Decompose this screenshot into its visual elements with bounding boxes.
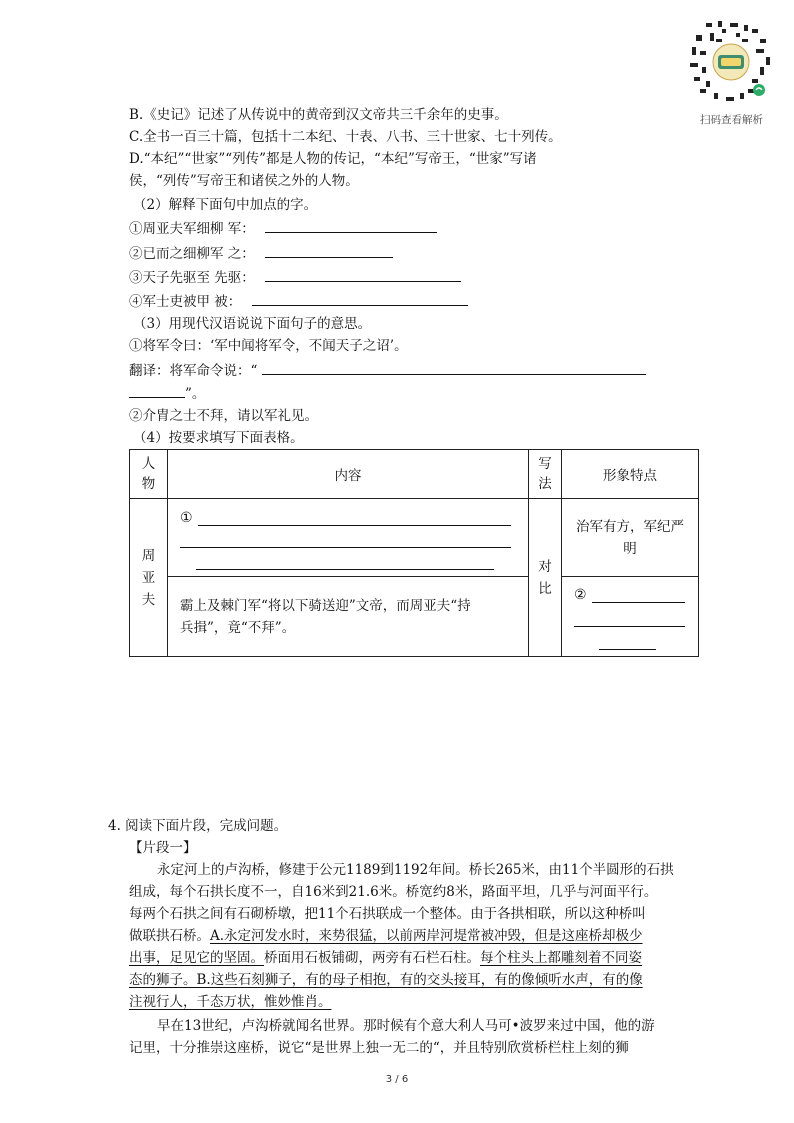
explain-1-text: ①周亚夫军细柳 军： <box>129 221 255 237</box>
subquestion-4: （4）按要求填写下面表格。 <box>133 430 304 446</box>
explain-4-text: ④军士吏被甲 被： <box>129 294 242 310</box>
option-c: C.全书一百三十篇，包括十二本纪、十表、八书、三十世家、七十列传。 <box>129 129 562 145</box>
blank-marker-2: ② <box>574 587 587 603</box>
p1-line6 <box>129 969 643 991</box>
sentence-2: ②介胄之士不拜，请以军礼见。 <box>129 408 318 424</box>
sentence-a-part2: 出事，足见它的坚固。 <box>129 950 264 966</box>
translate-line <box>129 360 646 382</box>
sentence-pillar-part1: 每个柱头上都雕刻着不同姿 <box>480 950 642 966</box>
trait-blank-line-2[interactable] <box>574 626 685 627</box>
explain-3 <box>129 267 461 289</box>
p1-line2: 组成，每个石拱长度不一，自16米到21.6米。桥宽约8米，路面平坦，几乎与河面平行。 <box>129 884 658 900</box>
p1-line4 <box>129 925 643 947</box>
header-method: 写法 <box>529 450 562 499</box>
explain-2-text: ②已而之细柳军 之： <box>129 246 255 262</box>
explain-2-blank[interactable] <box>265 243 393 258</box>
translate-blank-1[interactable] <box>262 360 646 375</box>
p1-line5 <box>129 947 642 969</box>
page-number: 3 / 6 <box>385 1074 409 1085</box>
person-cell: 周亚夫 <box>130 499 168 657</box>
trait-1-line2: 明 <box>623 540 637 557</box>
method-cell: 对比 <box>529 499 562 657</box>
translate-line-2 <box>129 383 205 405</box>
p2-line1: 早在13世纪，卢沟桥就闻名世界。那时候有个意大利人马可•波罗来过中国，他的游 <box>157 1018 655 1034</box>
option-d-line2: 侯，“列传”写帝王和诸侯之外的人物。 <box>129 173 359 189</box>
explain-3-blank[interactable] <box>265 267 461 282</box>
explain-4 <box>129 291 468 313</box>
trait-2-cell <box>562 577 699 657</box>
content-2-line2: 兵揖”，竟“不拜”。 <box>180 619 296 636</box>
content-blank-line-2[interactable] <box>180 547 511 548</box>
translate-end: ”。 <box>185 386 206 402</box>
sentence-pillar-part2: 态的狮子。 <box>129 972 197 988</box>
sentence-b-part1: B.这些石刻狮子，有的母子相抱，有的交头接耳，有的像倾听水声，有的像 <box>196 972 643 988</box>
header-trait: 形象特点 <box>562 450 699 499</box>
trait-1-line1: 治军有方，军纪严 <box>576 518 684 535</box>
content-blank-line-1[interactable] <box>198 525 511 526</box>
option-d-line1: D.“本纪”“世家”“列传”都是人物的传记，“本纪”写帝王，“世家”写诸 <box>129 151 537 167</box>
explain-2 <box>129 243 393 265</box>
p1-line1: 永定河上的卢沟桥，修建于公元1189到1192年间。桥长265米，由11个半圆形的石拱 <box>157 862 674 878</box>
trait-blank-line-1[interactable] <box>592 602 685 603</box>
trait-blank-line-3[interactable] <box>599 649 656 650</box>
qr-caption: 扫码查看解析 <box>700 114 763 126</box>
explain-3-text: ③天子先驱至 先驱： <box>129 270 255 286</box>
translate-label: 翻译：将军命令说：“ <box>129 363 258 379</box>
answer-table <box>129 449 699 657</box>
blank-marker-1: ① <box>180 510 193 526</box>
explain-4-blank[interactable] <box>252 291 468 306</box>
p2-line2: 记里，十分推崇这座桥，说它“是世界上独一无二的“，并且特别欣赏桥栏柱上刻的狮 <box>129 1040 629 1056</box>
content-2-line1: 霸上及棘门军“将以下骑送迎”文帝，而周亚夫“持 <box>180 597 471 614</box>
explain-1 <box>129 218 437 240</box>
header-person: 人物 <box>130 450 168 499</box>
content-2-cell <box>168 577 529 657</box>
p1-line4-plain: 做联拱石桥。 <box>129 928 210 944</box>
sentence-a-part1: A.永定河发水时，来势很猛，以前两岸河堤常被冲毁，但是这座桥却极少 <box>210 928 643 944</box>
question-4-title: 4. 阅读下面片段，完成问题。 <box>108 818 288 834</box>
content-blank-line-3[interactable] <box>196 569 494 570</box>
qr-code <box>686 17 776 107</box>
explain-1-blank[interactable] <box>265 218 437 233</box>
sentence-1: ①将军令曰：‘军中闻将军令，不闻天子之诏’。 <box>129 338 408 354</box>
section-heading: 【片段一】 <box>129 840 197 856</box>
translate-blank-2[interactable] <box>129 383 185 398</box>
trait-1-cell <box>562 499 699 577</box>
p1-line7 <box>129 991 332 1013</box>
p1-line5-plain: 桥面用石板铺砌，两旁有石栏石柱。 <box>264 950 480 966</box>
p1-line3: 每两个石拱之间有石砌桥墩，把11个石拱联成一个整体。由于各拱相联，所以这种桥叫 <box>129 906 646 922</box>
header-content: 内容 <box>168 450 529 499</box>
content-blank-cell <box>168 499 529 577</box>
subquestion-2: （2）解释下面句中加点的字。 <box>133 197 318 213</box>
sentence-b-part2: 注视行人，千态万状，惟妙惟肖。 <box>129 994 332 1010</box>
subquestion-3: （3）用现代汉语说说下面句子的意思。 <box>133 316 372 332</box>
option-b: B.《史记》记述了从传说中的黄帝到汉文帝共三千余年的史事。 <box>129 107 508 123</box>
